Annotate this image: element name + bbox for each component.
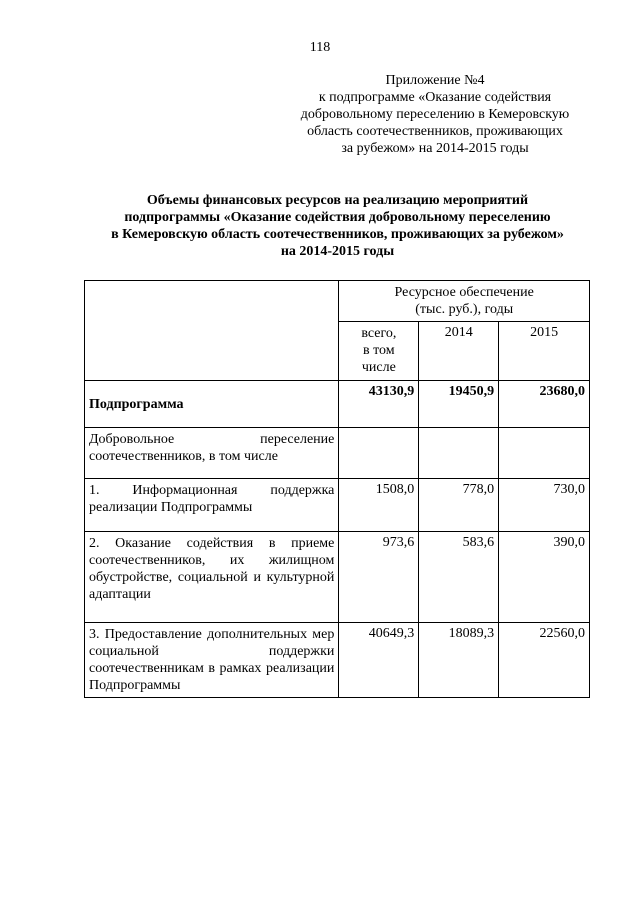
row-total [339,428,419,479]
row-label: 3. Предоставление дополнительных мер социальной поддержки соотечественникам в рамках реализации Подпрограммы [85,623,339,698]
resource-header [339,281,590,322]
page-number: 118 [309,40,331,55]
table-row [85,428,590,479]
row-total: 40649,3 [339,623,419,698]
year-2014-header: 2014 [419,322,499,381]
title-line: Объемы финансовых ресурсов на реализацию мероприятий [146,193,529,208]
row-total: 1508,0 [339,479,419,532]
appendix-line: область соотечественников, проживающих [307,124,563,139]
row-2014: 19450,9 [419,381,499,428]
row-2015: 390,0 [499,532,590,623]
row-2014: 18089,3 [419,623,499,698]
row-2014: 778,0 [419,479,499,532]
appendix-line: к подпрограмме «Оказание содействия [318,90,552,105]
title-line: на 2014-2015 годы [280,244,395,259]
row-label: Добровольное переселение соотечественников, в том числе [85,428,339,479]
appendix-line: добровольному переселению в Кемеровскую [300,107,570,122]
table-row [85,381,590,428]
row-label: 2. Оказание содействия в приеме соотечественников, их жилищном обустройстве, социальной и культурной адаптации [85,532,339,623]
row-2014: 583,6 [419,532,499,623]
resource-header-line: Ресурсное обеспечение [394,285,534,300]
total-header-line: всего, [361,326,397,341]
appendix-line: Приложение №4 [385,73,485,88]
title-line: в Кемеровскую область соотечественников, проживающих за рубежом» [111,227,564,242]
total-header-line: числе [361,360,396,375]
table-row [85,623,590,698]
row-2015: 23680,0 [499,381,590,428]
appendix-line: за рубежом» на 2014-2015 годы [341,141,529,156]
row-2015: 22560,0 [499,623,590,698]
financing-table [84,280,590,698]
table-row [85,532,590,623]
header-empty-cell [85,281,339,381]
row-2015: 730,0 [499,479,590,532]
row-2014 [419,428,499,479]
row-label: Подпрограмма [85,381,339,428]
resource-header-line: (тыс. руб.), годы [415,302,514,317]
row-2015 [499,428,590,479]
total-header [339,322,419,381]
row-total: 973,6 [339,532,419,623]
document-title [80,192,595,260]
total-header-line: в том [363,343,395,358]
title-line: подпрограммы «Оказание содействия добровольному переселению [124,210,551,225]
appendix-header [290,72,580,157]
table-row [85,479,590,532]
row-label: 1. Информационная поддержка реализации Подпрограммы [85,479,339,532]
year-2015-header: 2015 [499,322,590,381]
table-header-row [85,281,590,322]
row-total: 43130,9 [339,381,419,428]
